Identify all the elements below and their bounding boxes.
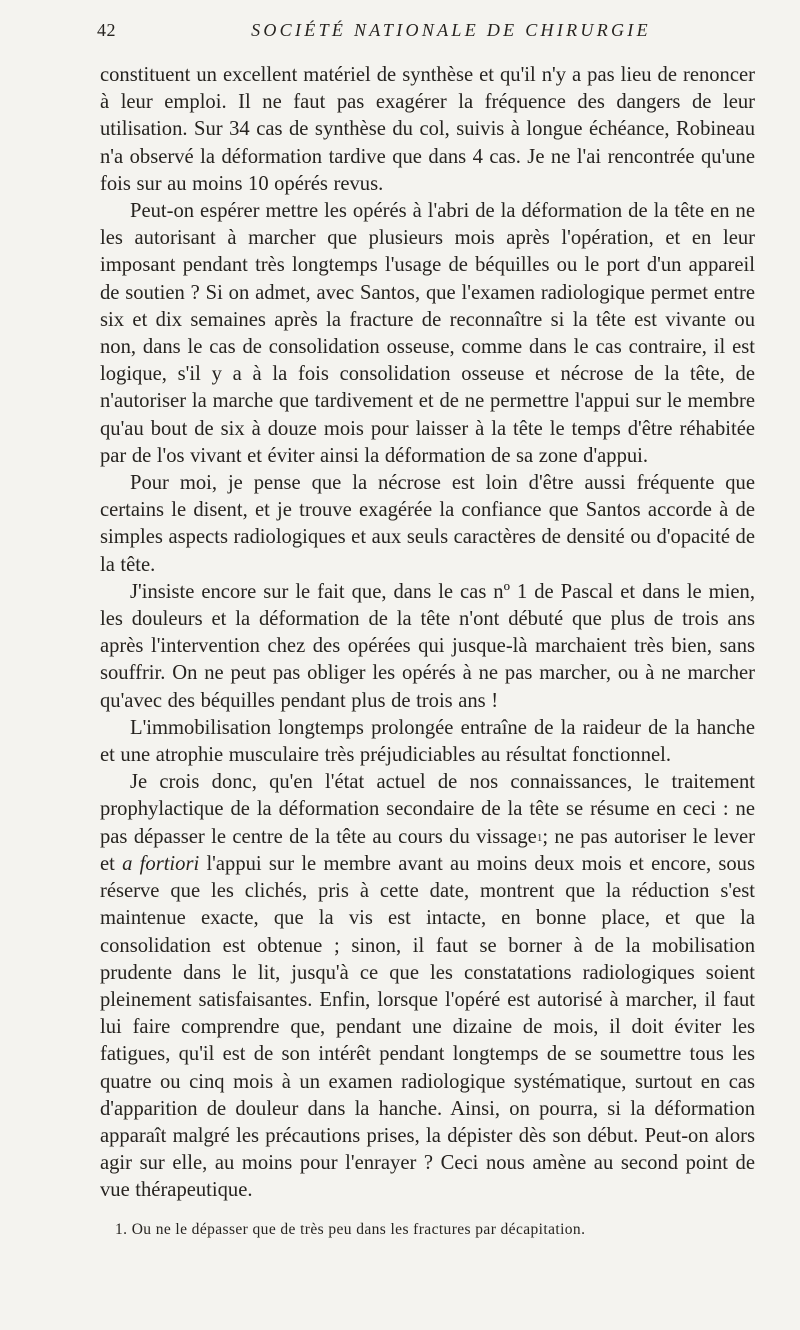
footnote-reference: 1: [536, 831, 543, 844]
paragraph-text: Je crois donc, qu'en l'état actuel de nos connaissances, le traitement prophylactique de la déformation secondaire de la tête se résume en ceci : ne pas dépasser le centre de la tête au cours du vissage: [100, 771, 755, 848]
italic-phrase: a fortiori: [122, 852, 200, 875]
page-number: 42: [97, 20, 116, 40]
paragraph: L'immobilisation longtemps prolongée entraîne de la raideur de la hanche et une atrophie musculaire très préjudiciables au résultat fonctionnel.: [100, 716, 755, 767]
paragraph: constituent un excellent matériel de synthèse et qu'il n'y a pas lieu de renoncer à leur emploi. Il ne faut pas exagérer la fréquence des dangers de leur utilisation. Sur 34 cas de synthèse du col, suivis à longue échéance, Robineau n'a observé la déformation tardive que dans 4 cas. Je ne l'ai rencontrée qu'une fois sur au moins 10 opérés revus.: [100, 64, 755, 195]
paragraph: [100, 769, 755, 1204]
footnote: 1. Ou ne le dépasser que de très peu dans les fractures par décapitation.: [115, 1221, 586, 1238]
paragraph: Pour moi, je pense que la nécrose est loin d'être aussi fréquente que certains le disent, et je trouve exagérée la confiance que Santos accorde à de simples aspects radiologiques et aux seuls caractères de densité ou d'opacité de la tête.: [100, 472, 755, 576]
paragraph: J'insiste encore sur le fait que, dans le cas nº 1 de Pascal et dans le mien, les douleurs et la déformation de la tête n'ont débuté que plus de trois ans après l'intervention chez des opérées qui jusque-là marchaient très bien, sans souffrir. On ne peut pas obliger les opérés à ne pas marcher, ou à ne marcher qu'avec des béquilles pendant plus de trois ans !: [100, 580, 755, 712]
paragraph-text: ; ne pas autoriser le lever et: [100, 825, 755, 875]
journal-title: SOCIÉTÉ NATIONALE DE CHIRURGIE: [251, 20, 651, 40]
running-head: [97, 20, 745, 46]
paragraph: Peut-on espérer mettre les opérés à l'abri de la déformation de la tête en ne les autorisant à marcher que plusieurs mois après l'opération, et en leur imposant pendant très longtemps l'usage de béquilles ou le port d'un appareil de soutien ? Si on admet, avec Santos, que l'examen radiologique permet entre six et dix semaines après la fracture de reconnaître si la tête est vivante ou non, dans le cas de consolidation osseuse, comme dans le cas contraire, il est logique, s'il y a à la fois consolidation osseuse et nécrose de la tête, de n'autoriser la marche que tardivement et de ne permettre l'appui sur le membre qu'au bout de six à douze mois pour laisser à la tête le temps d'être réhabitée par de l'os vivant et éviter ainsi la déformation de sa zone d'appui.: [100, 200, 755, 467]
paragraph-text: l'appui sur le membre avant au moins deux mois et encore, sous réserve que les clichés, pris à cette date, montrent que la réduction s'est maintenue exacte, que la vis est intacte, en bonne place, et que la consolidation est obtenue ; sinon, il faut se borner à de la mobilisation prudente dans le lit, jusqu'à ce que les constatations radiologiques soient pleinement satisfaisantes. Enfin, lorsque l'opéré est autorisé à marcher, il faut lui faire comprendre que, pendant une dizaine de mois, il doit éviter les fatigues, qu'il est de son intérêt pendant longtemps de se soumettre tous les quatre ou cinq mois à un examen radiologique systématique, surtout en cas d'apparition de douleur dans la hanche. Ainsi, on pourra, si la déformation apparaît malgré les précautions prises, la dépister dès son début. Peut-on alors agir sur elle, au moins pour l'enrayer ? Ceci nous amène au second point de vue thérapeutique.: [100, 852, 755, 1202]
body-text: [100, 62, 755, 1205]
